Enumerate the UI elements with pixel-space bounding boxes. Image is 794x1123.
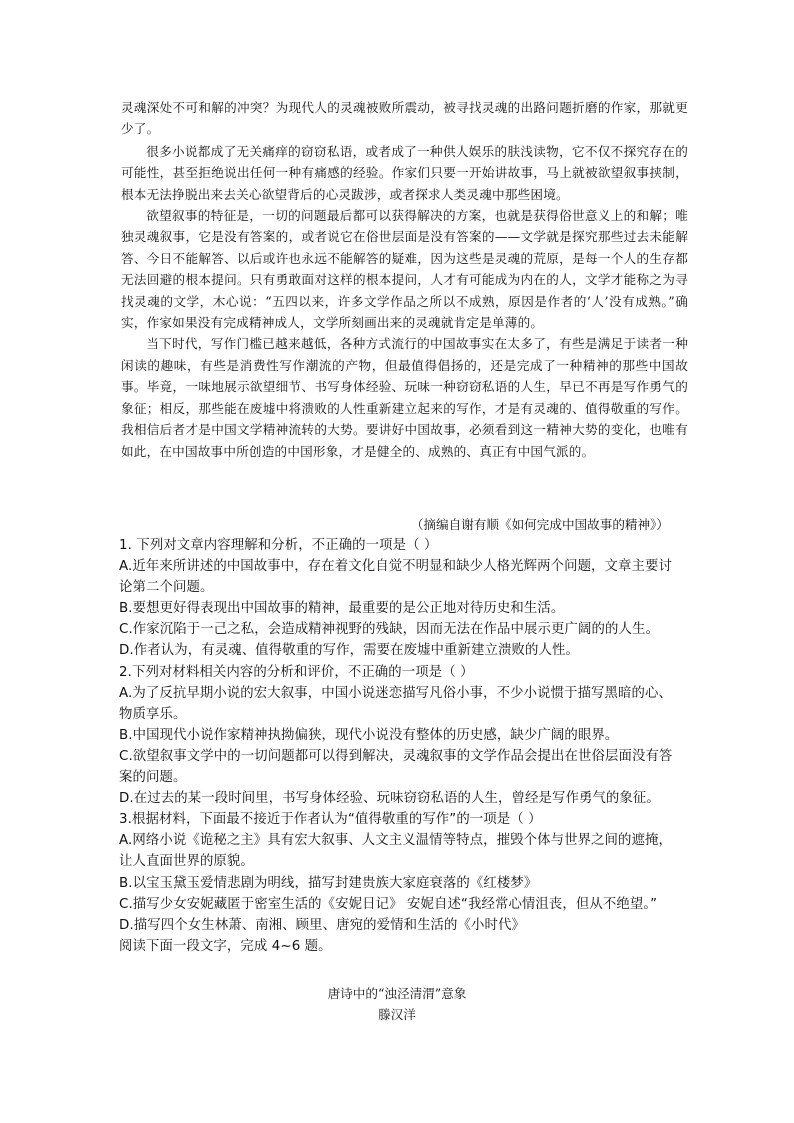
section-instruction: 阅读下面一段文字，完成 4~6 题。 <box>119 938 332 954</box>
answer-option: B.以宝玉黛玉爱情悲剧为明线，描写封建贵族大家庭衰落的《红楼梦》 <box>119 875 538 891</box>
passage-paragraph: 当下时代，写作门槛已越来越低，各种方式流行的中国故事实在太多了，有些是满足于读者一种闲读的趣味，有些是消费性写作潮流的产物，但最值得倡扬的，还是完成了一种精神的那些中国故事。毕竟，一味地展示欲望细节、书写身体经验、玩味一种窃窃私语的人生，早已不再是写作勇气的象征；相反，那些能在废墟中将溃败的人性重新建立起来的写作，才是有灵魂的、值得敬重的写作。我相信后者才是中国文学精神流转的大势。要讲好中国故事，必须看到这一精神大势的变化，也唯有如此，在中国故事中所创造的中国形象，才是健全的、成熟的、真正有中国气派的。 <box>121 336 688 459</box>
passage-paragraph: 灵魂深处不可和解的冲突？为现代人的灵魂被败所震动，被寻找灵魂的出路问题折磨的作家，那就更少了。 <box>121 100 688 137</box>
article-title: 唐诗中的“浊泾清渭”意象 <box>327 986 467 1001</box>
answer-option: D.描写四个女生林萧、南湘、顾里、唐宛的爱情和生活的《小时代》 <box>119 917 525 933</box>
answer-option: A.为了反抗早期小说的宏大叙事，中国小说迷恋描写凡俗小事，不少小说惯于描写黑暗的心、物质享乐。 <box>119 685 673 722</box>
answer-option: A.网络小说《诡秘之主》具有宏大叙事、人文主义温情等特点，摧毁个体与世界之间的遮掩，让人直面世界的原貌。 <box>119 833 673 870</box>
question-list <box>119 535 684 957</box>
question-stem: 2.下列对材料相关内容的分析和评价，不正确的一项是（ ） <box>119 664 474 680</box>
answer-option: C.欲望叙事文学中的一切问题都可以得到解决，灵魂叙事的文学作品会提出在世俗层面没有答案的问题。 <box>119 748 673 786</box>
answer-option: A.近年来所讲述的中国故事中，存在着文化自觉不明显和缺少人格光辉两个问题，文章主要讨论第二个问题。 <box>119 559 673 596</box>
question-stem: 1. 下列对文章内容理解和分析，不正确的一项是（ ） <box>119 538 438 553</box>
passage-source: （摘编自谢有顺《如何完成中国故事的精神》） <box>410 517 669 532</box>
question-stem: 3.根据材料，下面最不接近于作者认为“值得敬重的写作”的一项是（ ） <box>119 812 542 828</box>
passage-paragraph: 欲望叙事的特征是，一切的问题最后都可以获得解决的方案，也就是获得俗世意义上的和解；唯独灵魂叙事，它是没有答案的，或者说它在俗世层面是没有答案的——文学就是探究那些过去未能解答、今日不能解答、以后或许也永远不能解答的疑难，因为这些是灵魂的荒原，是每一个人的生存都无法回避的根本提问。只有勇敢面对这样的根本提问，人才有可能成为内在的人，文学才能称之为寻找灵魂的文学，木心说：“五四以来，许多文学作品之所以不成熟，原因是作者的‘人’没有成熟。”确实，作家如果没有完成精神成人，文学所刻画出来的灵魂就肯定是单薄的。 <box>121 208 688 331</box>
answer-option: B.要想更好得表现出中国故事的精神，最重要的是公正地对待历史和生活。 <box>119 601 565 617</box>
answer-option: C.作家沉陷于一己之私，会造成精神视野的残缺，因而无法在作品中展示更广阔的的人生。 <box>119 622 659 638</box>
answer-option: B.中国现代小说作家精神执拗偏狭，现代小说没有整体的历史感，缺少广阔的眼界。 <box>119 727 619 743</box>
passage-paragraph: 很多小说都成了无关痛痒的窃窃私语，或者成了一种供人娱乐的肤浅读物，它不仅不探究存在的可能性，甚至拒绝说出任何一种有痛感的经验。作家们只要一开始讲故事，马上就被欲望叙事挟制，根本无法挣脱出来去关心欲望背后的心灵跋涉，或者探求人类灵魂中那些困境。 <box>121 143 688 202</box>
answer-option: D.作者认为，有灵魂、值得敬重的写作，需要在废墟中重新建立溃败的人性。 <box>119 643 579 659</box>
article-author: 滕汉洋 <box>378 1007 416 1022</box>
reading-passage <box>121 97 688 462</box>
answer-option: D.在过去的某一段时间里，书写身体经验、玩味窃窃私语的人生，曾经是写作勇气的象征。 <box>119 791 660 807</box>
answer-option: C.描写少女安妮藏匿于密室生活的《安妮日记》 安妮自述“我经常心情沮丧，但从不绝望。” <box>119 896 658 912</box>
